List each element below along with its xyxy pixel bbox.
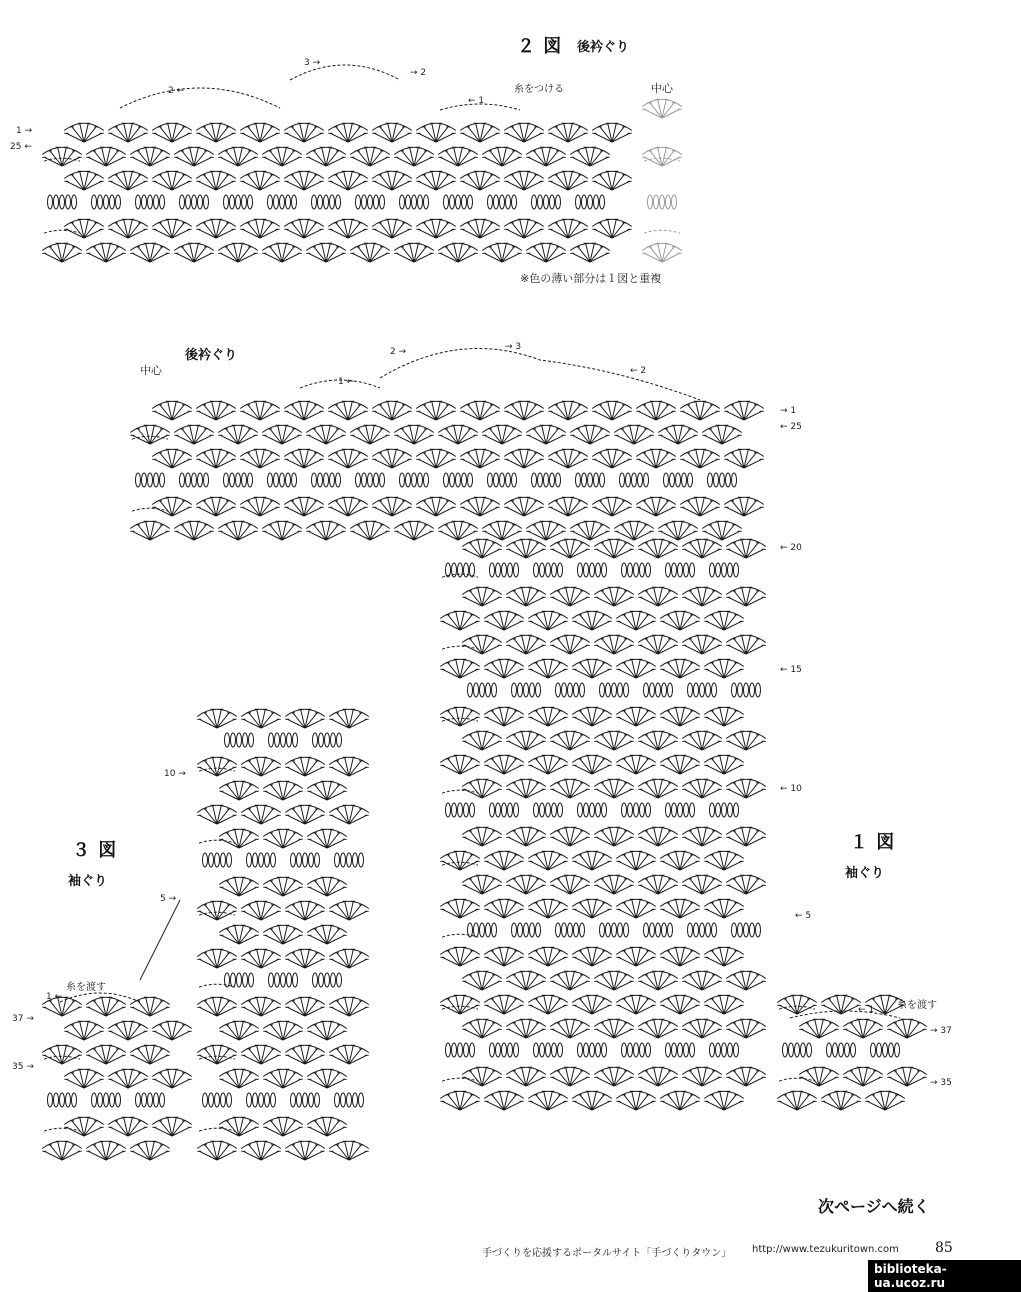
- stitch-fan: [197, 805, 237, 824]
- stitch-fan: [197, 997, 237, 1016]
- fig1-row-2a: 2 →: [390, 347, 406, 357]
- chain-arc: [199, 840, 235, 843]
- chain-arc: [199, 984, 235, 987]
- stitch-puff: [353, 1093, 358, 1107]
- fig2-row-1: 1 →: [16, 126, 32, 136]
- stitch-fan: [197, 901, 237, 920]
- stitch-fan: [64, 1069, 104, 1088]
- figure1-center-label: 中心: [140, 362, 162, 378]
- stitch-fan: [219, 1021, 259, 1040]
- stitch-puff: [160, 1093, 165, 1107]
- figure2-title: ２ 図: [517, 32, 562, 58]
- stitch-puff: [331, 733, 336, 747]
- stitch-fan: [219, 829, 259, 848]
- stitch-fan: [64, 1021, 104, 1040]
- stitch-fan: [86, 1045, 126, 1064]
- stitch-puff: [313, 973, 318, 987]
- stitch-puff: [227, 1093, 232, 1107]
- stitch-puff: [297, 853, 302, 867]
- stitch-puff: [243, 733, 248, 747]
- stitch-fan: [197, 709, 237, 728]
- stitch-puff: [227, 853, 232, 867]
- stitch-puff: [287, 733, 292, 747]
- figure2-note: ※色の薄い部分は１図と重複: [520, 270, 661, 286]
- stitch-fan: [263, 925, 303, 944]
- stitch-puff: [60, 1093, 65, 1107]
- stitch-puff: [142, 1093, 147, 1107]
- stitch-puff: [337, 973, 342, 987]
- fig2-row-3: 3 →: [304, 58, 320, 68]
- stitch-fan: [307, 925, 347, 944]
- stitch-puff: [154, 1093, 159, 1107]
- stitch-puff: [269, 973, 274, 987]
- stitch-puff: [309, 1093, 314, 1107]
- stitch-puff: [353, 853, 358, 867]
- stitch-fan: [329, 949, 369, 968]
- figure2-center-label: 中心: [651, 80, 673, 96]
- stitch-puff: [249, 733, 254, 747]
- stitch-puff: [221, 853, 226, 867]
- stitch-fan: [307, 1069, 347, 1088]
- stitch-puff: [98, 1093, 103, 1107]
- stitch-fan: [241, 805, 281, 824]
- stitch-puff: [209, 853, 214, 867]
- stitch-puff: [303, 853, 308, 867]
- stitch-puff: [253, 1093, 258, 1107]
- stitch-puff: [215, 1093, 220, 1107]
- stitch-puff: [104, 1093, 109, 1107]
- stitch-fan: [329, 997, 369, 1016]
- figure2-attach-label: 糸をつける: [514, 80, 564, 95]
- fig1-row-15: ← 15: [780, 665, 802, 675]
- fig1-row-10: ← 10: [780, 784, 802, 794]
- stitch-fan: [285, 949, 325, 968]
- stitch-puff: [269, 733, 274, 747]
- armhole-edge: [140, 900, 180, 980]
- stitch-puff: [203, 1093, 208, 1107]
- chain-arc: [199, 1056, 235, 1059]
- stitch-fan: [197, 757, 237, 776]
- stitch-fan: [219, 1117, 259, 1136]
- stitch-puff: [309, 853, 314, 867]
- stitch-puff: [335, 853, 340, 867]
- fig2-row-2b: → 2: [410, 68, 426, 78]
- stitch-puff: [247, 853, 252, 867]
- stitch-puff: [313, 733, 318, 747]
- stitch-fan: [219, 877, 259, 896]
- stitch-fan: [241, 757, 281, 776]
- stitch-fan: [42, 997, 82, 1016]
- stitch-puff: [116, 1093, 121, 1107]
- stitch-puff: [347, 1093, 352, 1107]
- stitch-puff: [203, 853, 208, 867]
- stitch-fan: [307, 781, 347, 800]
- stitch-fan: [307, 877, 347, 896]
- fig1-row-2b: ← 2: [630, 366, 646, 376]
- stitch-fan: [263, 877, 303, 896]
- stitch-puff: [54, 1093, 59, 1107]
- stitch-fan: [329, 757, 369, 776]
- stitch-puff: [136, 1093, 141, 1107]
- figure1-title: １ 図: [850, 828, 895, 854]
- fig1-row-37: → 37: [930, 1026, 952, 1036]
- continued-next-page: 次ページへ続く: [818, 1194, 930, 1217]
- stitch-fan: [42, 1045, 82, 1064]
- stitch-puff: [325, 973, 330, 987]
- figure2-subtitle: 後衿ぐり: [577, 36, 629, 55]
- chain-arc: [199, 912, 235, 915]
- stitch-fan: [241, 709, 281, 728]
- figure3-transfer-label: 糸を渡す: [66, 978, 106, 993]
- stitch-puff: [225, 733, 230, 747]
- figure1-subtitle: 袖ぐり: [845, 862, 884, 881]
- stitch-fan: [219, 1069, 259, 1088]
- fig1-row-1c: ← 1: [858, 1005, 874, 1015]
- stitch-puff: [259, 1093, 264, 1107]
- stitch-puff: [92, 1093, 97, 1107]
- stitch-fan: [152, 1117, 192, 1136]
- stitch-fan: [329, 901, 369, 920]
- stitch-fan: [108, 1021, 148, 1040]
- fig1-row-20: ← 20: [780, 543, 802, 553]
- stitch-fan: [108, 1117, 148, 1136]
- stitch-puff: [271, 853, 276, 867]
- footer-url[interactable]: http://www.tezukuritown.com: [752, 1244, 899, 1255]
- chain-arc: [199, 1128, 235, 1131]
- stitch-puff: [275, 733, 280, 747]
- stitch-fan: [130, 997, 170, 1016]
- stitch-fan: [241, 901, 281, 920]
- fig1-row-25: ← 25: [780, 422, 802, 432]
- stitch-puff: [231, 733, 236, 747]
- stitch-fan: [241, 949, 281, 968]
- stitch-puff: [303, 1093, 308, 1107]
- stitch-puff: [253, 853, 258, 867]
- stitch-fan: [263, 1021, 303, 1040]
- stitch-fan: [307, 1117, 347, 1136]
- stitch-puff: [291, 1093, 296, 1107]
- stitch-fan: [130, 1141, 170, 1160]
- stitch-fan: [152, 1069, 192, 1088]
- stitch-puff: [347, 853, 352, 867]
- stitch-fan: [285, 757, 325, 776]
- stitch-puff: [110, 1093, 115, 1107]
- stitch-fan: [329, 1045, 369, 1064]
- fig2-row-1b: ← 1: [468, 96, 484, 106]
- stitch-puff: [275, 973, 280, 987]
- stitch-fan: [263, 829, 303, 848]
- stitch-puff: [287, 973, 292, 987]
- stitch-fan: [241, 1141, 281, 1160]
- stitch-puff: [293, 973, 298, 987]
- chain-arc: [44, 1056, 80, 1059]
- stitch-puff: [331, 973, 336, 987]
- chain-arc: [44, 1128, 80, 1131]
- fig1-row-5: ← 5: [795, 911, 811, 921]
- stitch-puff: [319, 733, 324, 747]
- stitch-puff: [341, 1093, 346, 1107]
- stitch-puff: [209, 1093, 214, 1107]
- stitch-fan: [64, 1117, 104, 1136]
- fig1-row-3: → 3: [505, 342, 521, 352]
- stitch-puff: [315, 1093, 320, 1107]
- stitch-fan: [263, 1069, 303, 1088]
- stitch-fan: [329, 805, 369, 824]
- watermark: biblioteka-ua.ucoz.ru: [868, 1260, 1021, 1292]
- stitch-fan: [285, 1141, 325, 1160]
- fig3-row-10: 10 →: [164, 769, 186, 779]
- figure1-transfer-label: 糸を渡す: [897, 996, 937, 1011]
- stitch-fan: [285, 805, 325, 824]
- fig3-row-1: 1 ←: [46, 992, 62, 1002]
- stitch-fan: [197, 949, 237, 968]
- footer-text: 手づくりを応援するポータルサイト「手づくりタウン」: [482, 1244, 731, 1259]
- stitch-fan: [263, 1117, 303, 1136]
- stitch-fan: [241, 1045, 281, 1064]
- stitch-fan: [307, 1021, 347, 1040]
- stitch-fan: [86, 1141, 126, 1160]
- stitch-puff: [247, 1093, 252, 1107]
- stitch-fan: [219, 781, 259, 800]
- fig3-row-5: 5 →: [160, 894, 176, 904]
- stitch-puff: [66, 1093, 71, 1107]
- fig1-row-35: → 35: [930, 1078, 952, 1088]
- stitch-puff: [237, 973, 242, 987]
- stitch-fan: [86, 997, 126, 1016]
- stitch-fan: [152, 1021, 192, 1040]
- stitch-puff: [237, 733, 242, 747]
- figure3-title: ３ 図: [72, 836, 117, 862]
- stitch-fan: [197, 1141, 237, 1160]
- chain-arc: [199, 768, 235, 771]
- page-number: 85: [935, 1240, 953, 1256]
- stitch-puff: [281, 733, 286, 747]
- fig1-row-1a: 1 ←: [338, 377, 354, 387]
- figure3-subtitle: 袖ぐり: [68, 870, 107, 889]
- stitch-fan: [329, 709, 369, 728]
- fig3-row-35: 35 →: [12, 1062, 34, 1072]
- stitch-puff: [215, 853, 220, 867]
- stitch-puff: [315, 853, 320, 867]
- fig3-row-37: 37 →: [12, 1014, 34, 1024]
- stitch-puff: [325, 733, 330, 747]
- stitch-fan: [285, 901, 325, 920]
- stitch-puff: [249, 973, 254, 987]
- stitch-puff: [259, 853, 264, 867]
- stitch-puff: [221, 1093, 226, 1107]
- stitch-fan: [285, 709, 325, 728]
- fig1-row-1b: → 1: [780, 406, 796, 416]
- stitch-puff: [293, 733, 298, 747]
- stitch-puff: [243, 973, 248, 987]
- fig2-row-2a: 2 ←: [168, 86, 184, 96]
- stitch-fan: [42, 1141, 82, 1160]
- stitch-puff: [335, 1093, 340, 1107]
- stitch-fan: [108, 1069, 148, 1088]
- stitch-puff: [48, 1093, 53, 1107]
- stitch-puff: [72, 1093, 77, 1107]
- stitch-puff: [319, 973, 324, 987]
- stitch-puff: [291, 853, 296, 867]
- stitch-puff: [281, 973, 286, 987]
- stitch-puff: [337, 733, 342, 747]
- stitch-puff: [271, 1093, 276, 1107]
- stitch-puff: [148, 1093, 153, 1107]
- figure1-neck-label: 後衿ぐり: [185, 344, 237, 363]
- stitch-fan: [263, 781, 303, 800]
- stitch-fan: [285, 997, 325, 1016]
- stitch-fan: [130, 1045, 170, 1064]
- stitch-puff: [359, 853, 364, 867]
- fig2-row-25: 25 ←: [10, 142, 32, 152]
- stitch-puff: [297, 1093, 302, 1107]
- stitch-puff: [341, 853, 346, 867]
- stitch-puff: [359, 1093, 364, 1107]
- stitch-fan: [307, 829, 347, 848]
- stitch-fan: [197, 1045, 237, 1064]
- stitch-fan: [329, 1141, 369, 1160]
- stitch-fan: [219, 925, 259, 944]
- stitch-fan: [241, 997, 281, 1016]
- stitch-puff: [265, 1093, 270, 1107]
- stitch-puff: [231, 973, 236, 987]
- stitch-fan: [285, 1045, 325, 1064]
- stitch-puff: [265, 853, 270, 867]
